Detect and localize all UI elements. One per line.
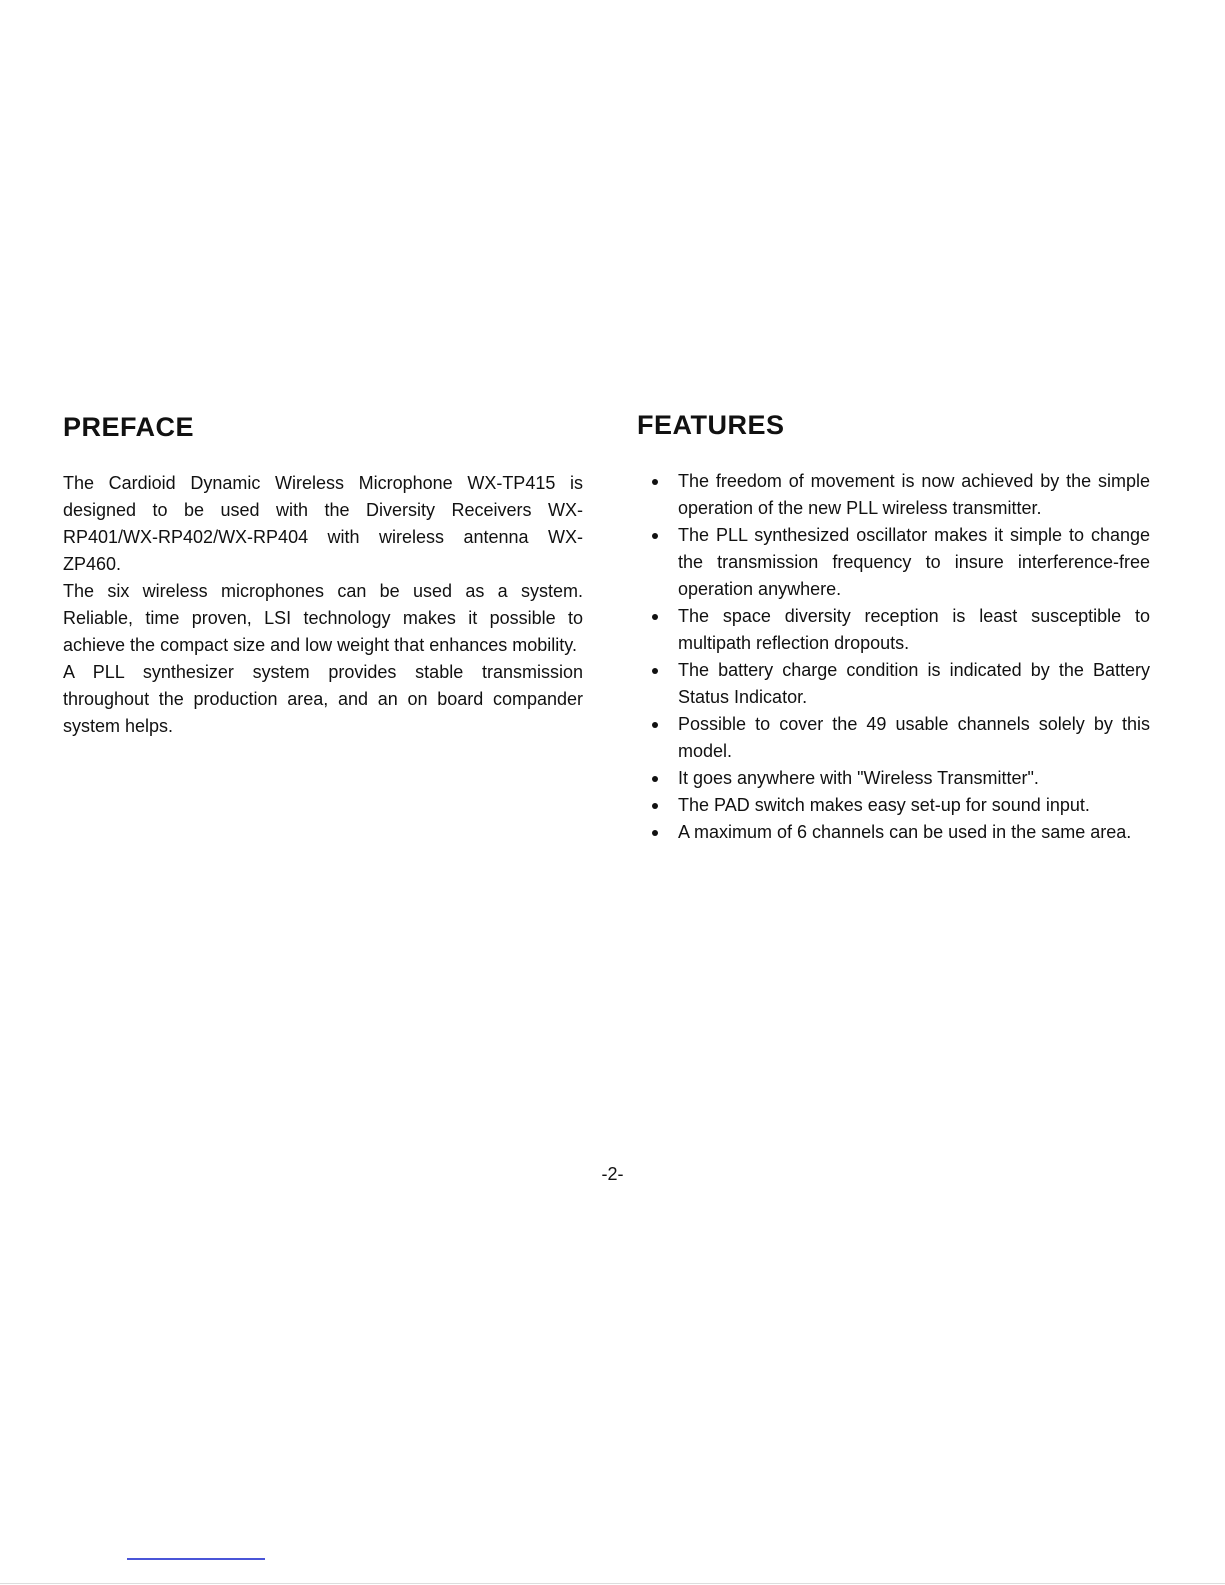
preface-paragraph: The six wireless microphones can be used as a system. Reliable, time proven, LSI technology makes it possible to achieve the compact size and low weight that enhances mobility. <box>63 581 583 655</box>
feature-text: The battery charge condition is indicated by the Battery Status Indicator. <box>678 660 1150 707</box>
feature-text: The PLL synthesized oscillator makes it simple to change the transmission frequency to insure interference-free operation anywhere. <box>678 525 1150 599</box>
bullet-icon <box>652 614 658 620</box>
features-list <box>652 468 1150 846</box>
feature-item <box>652 468 1150 522</box>
feature-text: The space diversity reception is least susceptible to multipath reflection dropouts. <box>678 606 1150 653</box>
feature-text: Possible to cover the 49 usable channels solely by this model. <box>678 714 1150 761</box>
page-number: -2- <box>601 1164 624 1184</box>
bullet-icon <box>652 803 658 809</box>
feature-text: The freedom of movement is now achieved by the simple operation of the new PLL wireless transmitter. <box>678 471 1150 518</box>
bullet-icon <box>652 533 658 539</box>
bottom-rule <box>127 1558 265 1560</box>
preface-paragraph: A PLL synthesizer system provides stable transmission throughout the production area, and an on board compander system helps. <box>63 662 583 736</box>
features-heading: FEATURES <box>637 410 785 440</box>
bullet-icon <box>652 722 658 728</box>
feature-text: A maximum of 6 channels can be used in the same area. <box>678 822 1132 842</box>
feature-item <box>652 603 1150 657</box>
feature-item <box>652 522 1150 603</box>
feature-text: The PAD switch makes easy set-up for sound input. <box>678 795 1090 815</box>
bullet-icon <box>652 668 658 674</box>
feature-text: It goes anywhere with "Wireless Transmitter". <box>678 768 1039 788</box>
feature-item <box>652 711 1150 765</box>
page-edge-rule <box>0 1583 1225 1584</box>
feature-item <box>652 657 1150 711</box>
preface-heading: PREFACE <box>63 412 195 442</box>
feature-item <box>652 819 1150 846</box>
feature-item <box>652 792 1150 819</box>
bullet-icon <box>652 479 658 485</box>
preface-body <box>63 470 583 740</box>
bullet-icon <box>652 830 658 836</box>
bullet-icon <box>652 776 658 782</box>
feature-item <box>652 765 1150 792</box>
preface-paragraph: The Cardioid Dynamic Wireless Microphone WX-TP415 is designed to be used with the Diversity Receivers WX-RP401/WX-RP402/WX-RP404 with wireless antenna WX-ZP460. <box>63 473 583 574</box>
